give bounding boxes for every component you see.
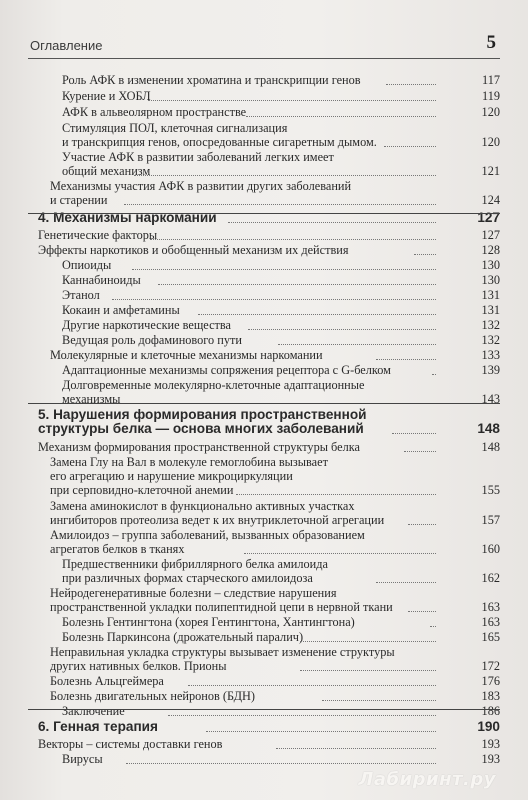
toc-entry-text: Предшественники фибриллярного белка амилоида xyxy=(62,557,328,571)
dot-leader xyxy=(376,358,436,360)
toc-page-number: 121 xyxy=(481,164,500,178)
toc-entry xyxy=(62,105,246,119)
toc-entry-text: Векторы – системы доставки генов xyxy=(38,737,223,751)
toc-entry-text: Адаптационные механизмы сопряжения рецептора с G-белком xyxy=(62,363,391,377)
toc-page-number: 127 xyxy=(477,210,500,225)
toc-entry-text: других нативных белков. Прионы xyxy=(50,659,227,673)
dot-leader xyxy=(148,99,436,101)
toc-entry xyxy=(62,363,391,377)
toc-page-number: 186 xyxy=(481,704,500,718)
toc-entry xyxy=(62,318,231,332)
dot-leader xyxy=(322,699,436,701)
toc-page-number: 120 xyxy=(481,105,500,119)
dot-leader xyxy=(404,450,436,452)
toc-entry-text: Механизм формирования пространственной структуры белка xyxy=(38,440,360,454)
watermark-logo: Лабиринт.ру xyxy=(358,769,496,790)
toc-page-number: 131 xyxy=(481,288,500,302)
toc-entry-text: Участие АФК в развитии заболеваний легких имеет xyxy=(62,150,334,164)
chapter-rule xyxy=(28,403,500,404)
dot-leader xyxy=(168,714,436,716)
toc-entry-text: Этанол xyxy=(62,288,100,302)
toc-entry-text: при серповидно-клеточной анемии xyxy=(50,483,234,497)
toc-entry-text: Болезнь Паркинсона (дрожательный паралич) xyxy=(62,630,304,644)
toc-entry xyxy=(50,499,384,527)
toc-page-number: 162 xyxy=(481,571,500,585)
running-title: Оглавление xyxy=(30,38,103,53)
toc-entry xyxy=(50,689,255,703)
toc-entry-text: Ведущая роль дофаминового пути xyxy=(62,333,242,347)
toc-page-number: 148 xyxy=(477,421,500,436)
dot-leader xyxy=(384,145,436,147)
dot-leader xyxy=(376,581,436,583)
dot-leader xyxy=(432,373,436,375)
toc-entry-text: агрегатов белков в тканях xyxy=(50,542,185,556)
dot-leader xyxy=(198,313,436,315)
toc-entry xyxy=(62,704,125,718)
toc-page-number: 119 xyxy=(482,89,500,103)
toc-page-number: 183 xyxy=(481,689,500,703)
toc-page-number: 163 xyxy=(481,615,500,629)
toc-entry xyxy=(62,288,100,302)
toc-entry xyxy=(62,89,151,103)
toc-page-number: 160 xyxy=(481,542,500,556)
toc-page-number: 120 xyxy=(481,135,500,149)
toc-page-number: 172 xyxy=(481,659,500,673)
toc-page-number: 127 xyxy=(481,228,500,242)
toc-page-number: 155 xyxy=(481,483,500,497)
toc-entry-text: АФК в альвеолярном пространстве xyxy=(62,105,247,119)
toc-entry xyxy=(62,121,377,149)
dot-leader xyxy=(236,493,436,495)
toc-entry xyxy=(38,243,348,257)
chapter-rule xyxy=(28,213,500,214)
toc-entry xyxy=(62,333,242,347)
dot-leader xyxy=(132,268,436,270)
toc-entry-text: общий механизм xyxy=(62,164,151,178)
toc-page-number: 117 xyxy=(482,73,500,87)
toc-entry-text: Стимуляция ПОЛ, клеточная сигнализация xyxy=(62,121,288,135)
toc-entry-text: Роль АФК в изменении хроматина и транскрипции генов xyxy=(62,73,361,87)
toc-entry xyxy=(62,303,180,317)
dot-leader xyxy=(414,253,436,255)
toc-page-number: 165 xyxy=(481,630,500,644)
toc-entry-text: Кокаин и амфетамины xyxy=(62,303,180,317)
toc-entry xyxy=(62,258,111,272)
toc-entry-text: механизмы xyxy=(62,392,121,406)
chapter-title xyxy=(38,408,367,436)
toc-entry-text: 6. Генная терапия xyxy=(38,719,158,734)
toc-entry-text: Курение и ХОБЛ xyxy=(62,89,151,103)
dot-leader xyxy=(430,625,436,627)
dot-leader xyxy=(124,203,436,205)
toc-entry xyxy=(62,73,361,87)
toc-entry xyxy=(62,273,141,287)
toc-page-number: 190 xyxy=(477,719,500,734)
dot-leader xyxy=(158,283,436,285)
toc-entry-text: Молекулярные и клеточные механизмы наркомании xyxy=(50,348,323,362)
toc-entry-text: Замена аминокислот в функционально активных участках xyxy=(50,499,355,513)
toc-entry-text: Долговременные молекулярно-клеточные адаптационные xyxy=(62,378,365,392)
toc-entry xyxy=(38,228,157,242)
toc-page-number: 148 xyxy=(481,440,500,454)
dot-leader xyxy=(408,523,436,525)
toc-entry-text: Заключение xyxy=(62,704,125,718)
toc-entry-text: структуры белка — основа многих заболеваний xyxy=(38,421,364,436)
toc-page-number: 132 xyxy=(481,318,500,332)
toc-entry xyxy=(62,615,355,629)
toc-entry-text: его агрегацию и нарушение микроциркуляции xyxy=(50,469,293,483)
toc-entry-text: ингибиторов протеолиза ведет к их внутриклеточной агрегации xyxy=(50,513,385,527)
toc-entry xyxy=(50,348,323,362)
toc-entry-text: Нейродегенеративные болезни – следствие нарушения xyxy=(50,586,337,600)
dot-leader xyxy=(246,115,436,117)
page-number: 5 xyxy=(486,32,496,53)
chapter-rule xyxy=(28,709,500,710)
toc-page-number: 176 xyxy=(481,674,500,688)
dot-leader xyxy=(134,174,436,176)
toc-page-number: 139 xyxy=(481,363,500,377)
chapter-title xyxy=(38,720,158,734)
toc-entry-text: при различных формах старческого амилоидоза xyxy=(62,571,313,585)
toc-page-number: 163 xyxy=(481,600,500,614)
dot-leader xyxy=(126,762,436,764)
toc-entry-text: Неправильная укладка структуры вызывает изменение структуры xyxy=(50,645,395,659)
toc-entry-text: 4. Механизмы наркомании xyxy=(38,210,217,225)
toc-entry-text: Генетические факторы xyxy=(38,228,158,242)
dot-leader xyxy=(248,328,436,330)
dot-leader xyxy=(300,669,436,671)
dot-leader xyxy=(188,684,436,686)
toc-page-number: 124 xyxy=(481,193,500,207)
toc-entry-text: Эффекты наркотиков и обобщенный механизм их действия xyxy=(38,243,349,257)
toc-page-number: 130 xyxy=(481,273,500,287)
toc-page-number: 130 xyxy=(481,258,500,272)
toc-entry-text: Опиоиды xyxy=(62,258,112,272)
toc-entry xyxy=(62,557,328,585)
toc-page-number: 193 xyxy=(481,752,500,766)
dot-leader xyxy=(206,730,436,732)
toc-entry-text: Болезнь Гентингтона (хорея Гентингтона, Хантингтона) xyxy=(62,615,355,629)
toc-entry xyxy=(50,455,328,497)
toc-entry-text: и транскрипция генов, опосредованные сигаретным дымом. xyxy=(62,135,377,149)
toc-entry-text: Амилоидоз – группа заболеваний, вызванных образованием xyxy=(50,528,365,542)
toc-entry xyxy=(62,630,303,644)
toc-entry xyxy=(38,440,360,454)
dot-leader xyxy=(386,83,436,85)
toc-entry-text: Болезнь Альцгеймера xyxy=(50,674,164,688)
dot-leader xyxy=(300,640,436,642)
toc-entry xyxy=(62,752,103,766)
toc-page-number: 143 xyxy=(481,392,500,406)
dot-leader xyxy=(244,552,436,554)
toc-entry-text: Вирусы xyxy=(62,752,103,766)
dot-leader xyxy=(150,238,436,240)
toc-page-number: 157 xyxy=(481,513,500,527)
toc-entry-text: Болезнь двигательных нейронов (БДН) xyxy=(50,689,255,703)
toc-page-number: 133 xyxy=(481,348,500,362)
toc-entry xyxy=(50,586,393,614)
dot-leader xyxy=(276,747,436,749)
toc-page-number: 128 xyxy=(481,243,500,257)
toc-entry-text: и старении xyxy=(50,193,108,207)
dot-leader xyxy=(408,610,436,612)
dot-leader xyxy=(112,298,436,300)
dot-leader xyxy=(228,221,436,223)
dot-leader xyxy=(392,432,436,434)
toc-entry xyxy=(38,737,222,751)
toc-page-number: 193 xyxy=(481,737,500,751)
toc-entry-text: Другие наркотические вещества xyxy=(62,318,232,332)
toc-entry-text: Каннабиноиды xyxy=(62,273,141,287)
toc-entry-text: Механизмы участия АФК в развитии других заболеваний xyxy=(50,179,352,193)
toc-entry-text: 5. Нарушения формирования пространственной xyxy=(38,407,367,422)
toc-page-number: 131 xyxy=(481,303,500,317)
toc-entry xyxy=(50,674,164,688)
dot-leader xyxy=(278,343,436,345)
toc-entry-text: пространственной укладки полипептидной цепи в нервной ткани xyxy=(50,600,393,614)
toc-page-number: 132 xyxy=(481,333,500,347)
toc-entry-text: Замена Глу на Вал в молекуле гемоглобина вызывает xyxy=(50,455,328,469)
